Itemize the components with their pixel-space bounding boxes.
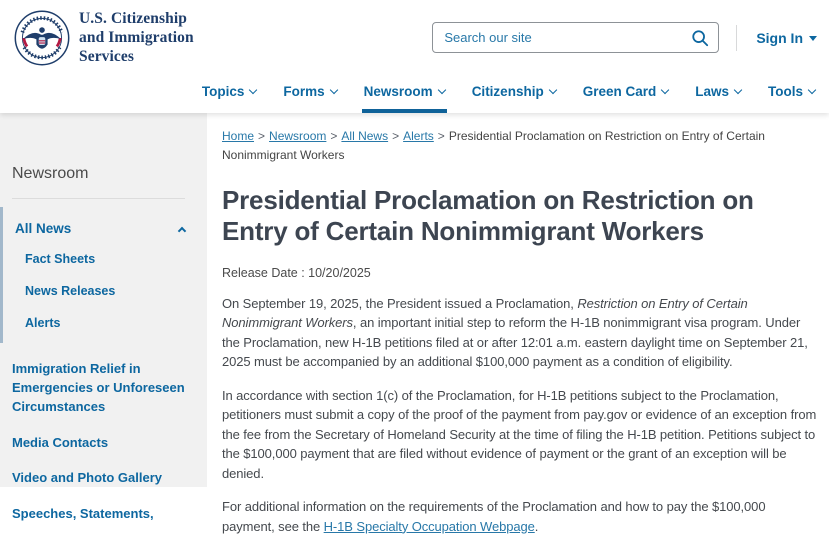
page-title: Presidential Proclamation on Restriction on Entry of Certain Nonimmigrant Workers (222, 185, 754, 246)
chevron-down-icon (437, 86, 445, 94)
sidebar-item-video-photo-gallery[interactable]: Video and Photo Gallery (12, 470, 163, 486)
header-actions (432, 22, 817, 53)
paragraph-3-text: . (534, 518, 539, 534)
nav-label: Tools (768, 84, 803, 99)
uscis-logo[interactable] (14, 10, 194, 67)
sign-in-button[interactable] (756, 30, 817, 46)
breadcrumb-alerts[interactable]: Alerts (403, 129, 434, 143)
nav-label: Topics (201, 84, 245, 99)
breadcrumb-separator: > (258, 129, 266, 143)
chevron-down-icon (661, 86, 669, 94)
breadcrumb-separator: > (437, 129, 445, 143)
sidebar-item-label: All News (15, 221, 72, 236)
sign-in-label: Sign In (756, 29, 803, 46)
article-main (207, 113, 829, 534)
paragraph-2: In accordance with section 1(c) of the Proclamation, for H-1B petitions subject to the Proclamation, petitioners must submit a copy of the proof of the payment from pay.gov or evidence of an exception from the fee from the Secretary of Homeland Security at the time of filing the H-1B petition. Petitions subject to the $100,000 payment that are filed without evidence of payment or the grant of an exception will be denied. (222, 387, 817, 481)
logo-line-2: and Immigration (79, 28, 194, 46)
nav-label: Newsroom (363, 84, 433, 99)
sidebar-item-alerts[interactable]: Alerts (25, 316, 61, 330)
sidebar-group-all-news (0, 207, 193, 343)
nav-item-laws[interactable] (695, 70, 741, 113)
sidebar (0, 113, 207, 522)
paragraph-1-text: On September 19, 2025, the President issued a Proclamation, (222, 295, 578, 311)
caret-down-icon (809, 36, 817, 41)
proclamation-title-italic: Restriction on Entry of Certain Nonimmigrant Workers (222, 295, 748, 331)
chevron-up-icon (178, 226, 186, 234)
content-area (0, 113, 829, 534)
primary-nav (0, 70, 829, 113)
header-divider (736, 25, 737, 51)
site-search (432, 22, 719, 53)
breadcrumb (222, 127, 819, 164)
nav-label: Citizenship (471, 84, 544, 99)
nav-item-tools[interactable] (768, 70, 815, 113)
header-top (0, 0, 829, 70)
dhs-seal-icon (14, 10, 70, 66)
breadcrumb-all-news[interactable]: All News (341, 129, 389, 143)
breadcrumb-newsroom[interactable]: Newsroom (269, 129, 327, 143)
nav-item-forms[interactable] (283, 70, 336, 113)
paragraph-1 (222, 294, 819, 372)
sidebar-item-speeches-statements[interactable]: Speeches, Statements, (12, 506, 154, 522)
breadcrumb-separator: > (330, 129, 338, 143)
sidebar-item-fact-sheets[interactable]: Fact Sheets (25, 252, 96, 266)
sidebar-item-immigration-relief[interactable]: Immigration Relief in Emergencies or Unforeseen Circumstances (12, 361, 185, 414)
paragraph-3-text: For additional information on the requirements of the Proclamation and how to pay the $100,000 payment, see the (222, 499, 766, 534)
nav-label: Green Card (582, 84, 657, 99)
sidebar-item-media-contacts[interactable]: Media Contacts (12, 434, 109, 450)
nav-item-citizenship[interactable] (472, 70, 556, 113)
sidebar-divider (12, 198, 185, 199)
sidebar-heading: Newsroom (12, 165, 89, 182)
nav-item-topics[interactable] (202, 70, 257, 113)
sidebar-item-news-releases[interactable]: News Releases (25, 284, 116, 298)
chevron-down-icon (808, 86, 816, 94)
search-input[interactable] (444, 30, 691, 45)
breadcrumb-separator: > (392, 129, 400, 143)
h1b-specialty-occupation-link[interactable]: H-1B Specialty Occupation Webpage (323, 518, 535, 534)
search-button[interactable] (691, 29, 709, 47)
nav-item-green-card[interactable] (583, 70, 669, 113)
paragraph-3 (222, 497, 819, 536)
logo-line-3: Services (79, 47, 135, 65)
nav-label: Laws (695, 84, 729, 99)
release-date: Release Date : 10/20/2025 (222, 265, 371, 280)
chevron-down-icon (329, 86, 337, 94)
sidebar-item-all-news[interactable] (15, 214, 193, 243)
paragraph-1-text: , an important initial step to reform the H-1B nonimmigrant visa program. Under the Proclamation, new H-1B petitions filed at or after 12:01 a.m. eastern daylight time on September 21, 2025 must be accompanied by an additional $100,000 payment as a condition of eligibility. (222, 315, 808, 370)
nav-label: Forms (283, 84, 325, 99)
nav-item-newsroom[interactable] (364, 70, 445, 113)
breadcrumb-home[interactable]: Home (222, 129, 255, 143)
chevron-down-icon (734, 86, 742, 94)
search-icon (691, 29, 709, 47)
logo-line-1: U.S. Citizenship (79, 10, 187, 27)
chevron-down-icon (548, 86, 556, 94)
site-header (0, 0, 829, 113)
breadcrumb-current: Presidential Proclamation on Restriction on Entry of Certain Nonimmigrant Workers (222, 129, 765, 162)
logo-wordmark (79, 10, 194, 67)
chevron-down-icon (249, 86, 257, 94)
